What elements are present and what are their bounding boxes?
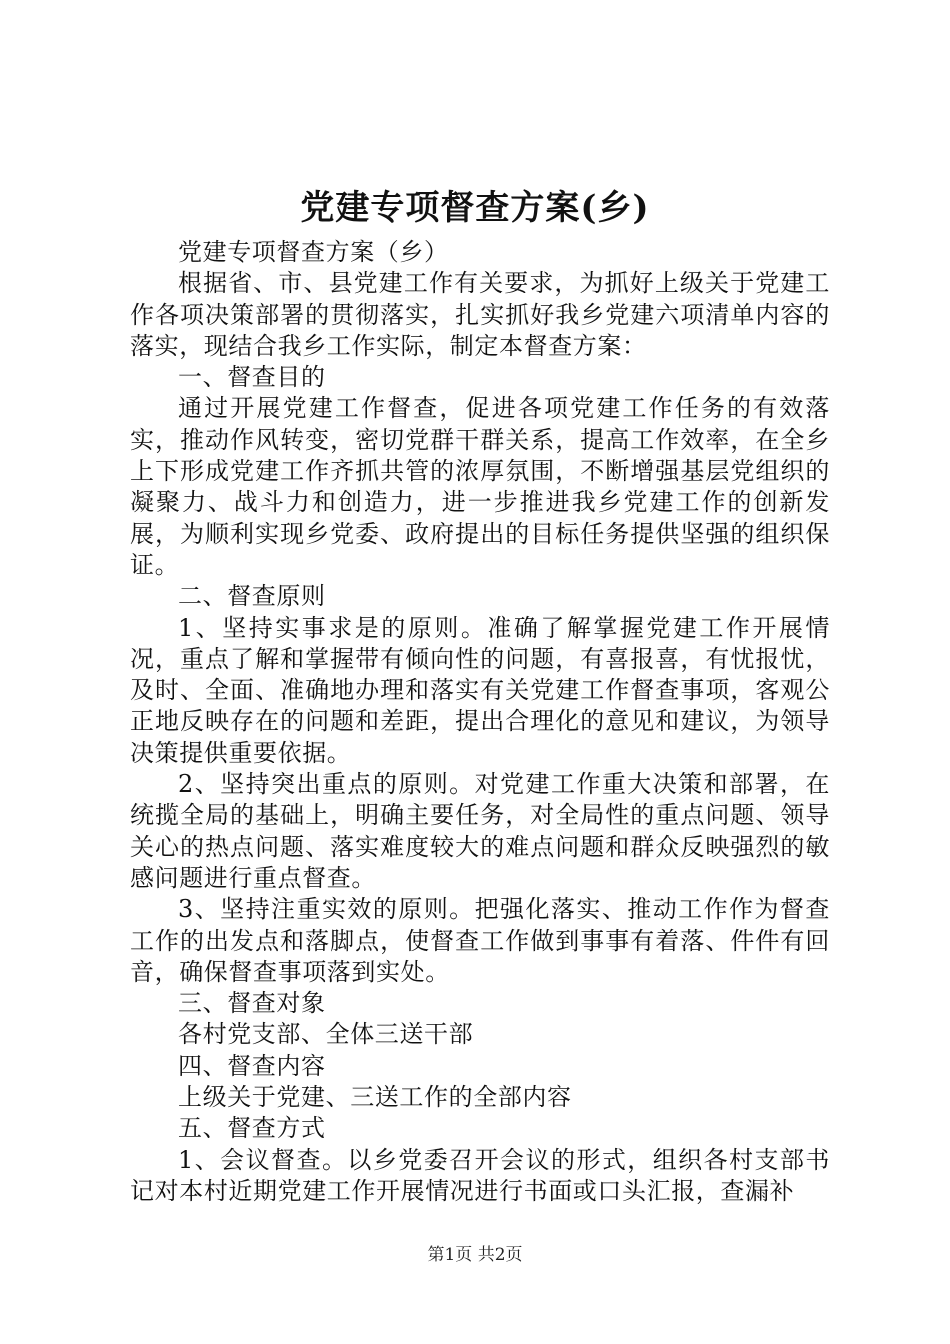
section-heading-content: 四、督查内容 <box>178 1051 326 1080</box>
paragraph-subtitle: 党建专项督查方案（乡） <box>178 238 449 266</box>
paragraph-content: 上级关于党建、三送工作的全部内容 <box>178 1083 572 1112</box>
section-heading-targets: 三、督查对象 <box>178 989 326 1018</box>
paragraph-targets: 各村党支部、全体三送干部 <box>178 1020 474 1049</box>
paragraph-principle-3: 3、坚持注重实效的原则。把强化落实、推动工作作为督查工作的出发点和落脚点，使督查工作做到事事有着落、件件有回音，确保督查事项落到实处。 <box>130 895 830 986</box>
section-heading-methods: 五、督查方式 <box>178 1114 326 1143</box>
paragraph-purpose: 通过开展党建工作督查，促进各项党建工作任务的有效落实，推动作风转变，密切党群干群关系，提高工作效率，在全乡上下形成党建工作齐抓共管的浓厚氛围，不断增强基层党组织的凝聚力、战斗力和创造力，进一步推进我乡党建工作的创新发展，为顺利实现乡党委、政府提出的目标任务提供坚强的组织保证。 <box>130 394 830 579</box>
paragraph-method-1: 1、会议督查。以乡党委召开会议的形式，组织各村支部书记对本村近期党建工作开展情况进行书面或口头汇报，查漏补 <box>130 1145 830 1205</box>
paragraph-principle-1: 1、坚持实事求是的原则。准确了解掌握党建工作开展情况，重点了解和掌握带有倾向性的问题，有喜报喜，有忧报忧，及时、全面、准确地办理和落实有关党建工作督查事项，客观公正地反映存在的问题和差距，提出合理化的意见和建议，为领导决策提供重要依据。 <box>130 613 830 767</box>
paragraph-principle-2: 2、坚持突出重点的原则。对党建工作重大决策和部署，在统揽全局的基础上，明确主要任务，对全局性的重点问题、领导关心的热点问题、落实难度较大的难点问题和群众反映强烈的敏感问题进行重点督查。 <box>130 770 830 892</box>
document-body <box>130 237 830 1207</box>
page-title: 党建专项督查方案(乡) <box>300 188 650 228</box>
page-footer: 第1页 共2页 <box>427 1245 523 1265</box>
section-heading-purpose: 一、督查目的 <box>178 363 326 392</box>
section-heading-principles: 二、督查原则 <box>178 582 326 611</box>
paragraph-intro: 根据省、市、县党建工作有关要求，为抓好上级关于党建工作各项决策部署的贯彻落实，扎实抓好我乡党建六项清单内容的落实，现结合我乡工作实际，制定本督查方案： <box>130 269 830 360</box>
